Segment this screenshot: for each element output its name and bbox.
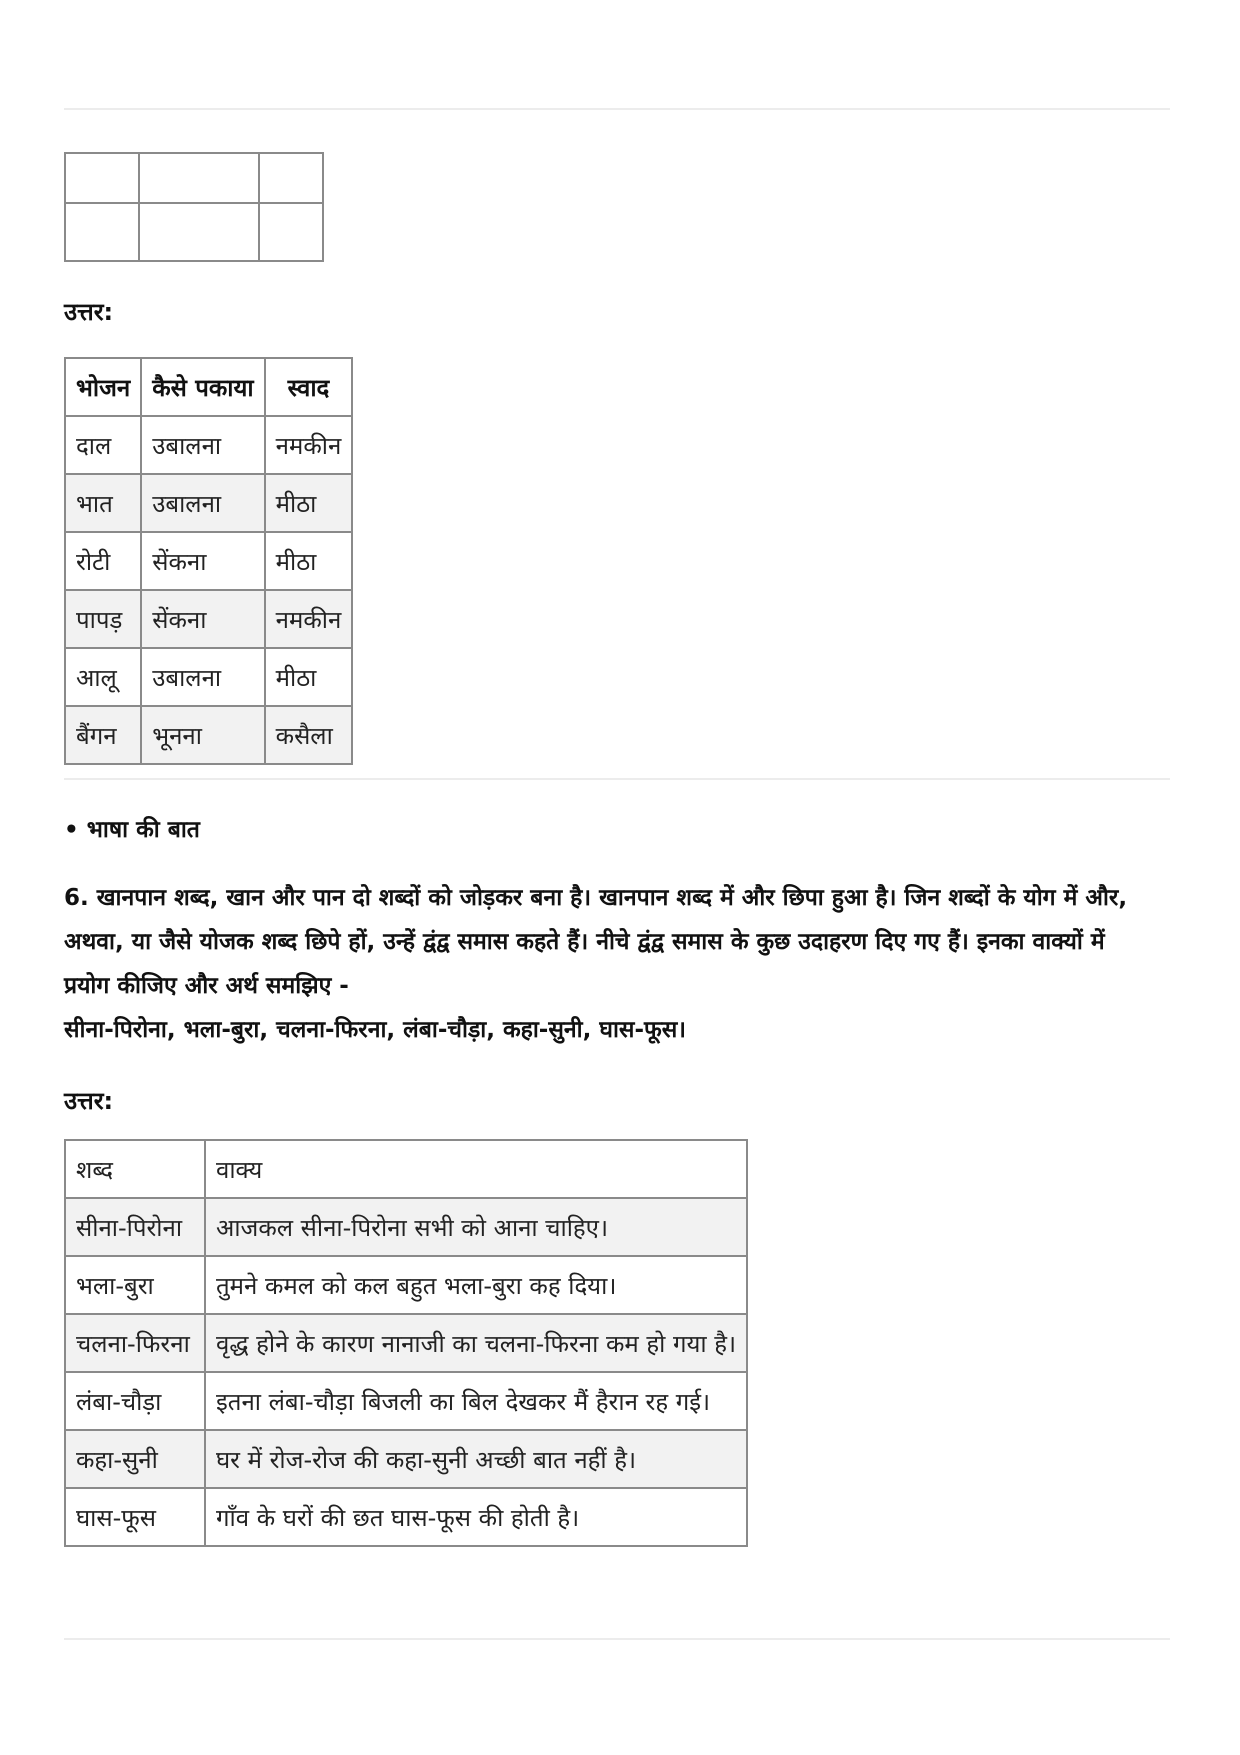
question-line: सीना-पिरोना, भला-बुरा, चलना-फिरना, लंबा-चौड़ा, कहा-सुनी, घास-फूस।	[64, 1017, 686, 1043]
table-cell: उबालना	[141, 416, 264, 474]
header-cell: शब्द	[65, 1140, 205, 1198]
table-cell: तुमने कमल को कल बहुत भला-बुरा कह दिया।	[205, 1256, 747, 1314]
table-cell: वृद्ध होने के कारण नानाजी का चलना-फिरना कम हो गया है।	[205, 1314, 747, 1372]
table-cell: घास-फूस	[65, 1488, 205, 1546]
table-cell: नमकीन	[265, 416, 353, 474]
sentence-table	[64, 1139, 748, 1547]
table-cell: नमकीन	[265, 590, 353, 648]
table-cell: रोटी	[65, 532, 141, 590]
table-cell	[259, 203, 323, 261]
table-row	[65, 1372, 747, 1430]
table-cell: मीठा	[265, 474, 353, 532]
table-cell: आलू	[65, 648, 141, 706]
table-cell	[259, 153, 323, 203]
table-row	[65, 1488, 747, 1546]
table-row	[65, 1314, 747, 1372]
bottom-divider	[64, 1638, 1170, 1640]
table-row	[65, 532, 352, 590]
table-cell: चलना-फिरना	[65, 1314, 205, 1372]
table-cell: गाँव के घरों की छत घास-फूस की होती है।	[205, 1488, 747, 1546]
table-row	[65, 590, 352, 648]
question-line: 6. खानपान शब्द, खान और पान दो शब्दों को जोड़कर बना है। खानपान शब्द में और छिपा हुआ है। जिन शब्दों के योग में और,	[64, 885, 1128, 911]
section-heading: • भाषा की बात	[64, 817, 200, 843]
table-header-row	[65, 358, 352, 416]
table-row	[65, 1198, 747, 1256]
table-cell: पापड़	[65, 590, 141, 648]
table-cell: भूनना	[141, 706, 264, 764]
answer-label: उत्तर:	[64, 1087, 114, 1115]
table-cell	[139, 153, 259, 203]
table-cell: दाल	[65, 416, 141, 474]
question-line: प्रयोग कीजिए और अर्थ समझिए -	[64, 973, 349, 999]
table-cell: भला-बुरा	[65, 1256, 205, 1314]
table-row	[65, 1430, 747, 1488]
table-cell: बैंगन	[65, 706, 141, 764]
table-cell: कहा-सुनी	[65, 1430, 205, 1488]
table-row	[65, 1256, 747, 1314]
table-cell: इतना लंबा-चौड़ा बिजली का बिल देखकर मैं हैरान रह गई।	[205, 1372, 747, 1430]
table-cell: आजकल सीना-पिरोना सभी को आना चाहिए।	[205, 1198, 747, 1256]
section-divider	[64, 778, 1170, 780]
top-divider	[64, 108, 1170, 110]
table-cell: सेंकना	[141, 532, 264, 590]
table-row	[65, 153, 323, 203]
table-header-row	[65, 1140, 747, 1198]
table-cell: कसैला	[265, 706, 353, 764]
table-cell: मीठा	[265, 532, 353, 590]
table-cell	[139, 203, 259, 261]
header-cell: भोजन	[65, 358, 141, 416]
table-row	[65, 648, 352, 706]
table-row	[65, 474, 352, 532]
answer-label: उत्तर:	[64, 298, 114, 326]
table-cell	[65, 203, 139, 261]
table-cell: लंबा-चौड़ा	[65, 1372, 205, 1430]
header-cell: स्वाद	[265, 358, 353, 416]
header-cell: वाक्य	[205, 1140, 747, 1198]
table-cell: सेंकना	[141, 590, 264, 648]
table-row	[65, 203, 323, 261]
table-cell: उबालना	[141, 648, 264, 706]
header-cell: कैसे पकाया	[141, 358, 264, 416]
table-cell: मीठा	[265, 648, 353, 706]
question-line: अथवा, या जैसे योजक शब्द छिपे हों, उन्हें द्वंद्व समास कहते हैं। नीचे द्वंद्व समास के कुछ उदाहरण दिए गए हैं। इनका वाक्यों में	[64, 929, 1105, 955]
empty-table-fragment	[64, 152, 324, 262]
table-cell: उबालना	[141, 474, 264, 532]
table-cell	[65, 153, 139, 203]
table-cell: सीना-पिरोना	[65, 1198, 205, 1256]
food-table	[64, 357, 353, 765]
question-text	[64, 876, 1174, 1052]
table-cell: भात	[65, 474, 141, 532]
table-row	[65, 416, 352, 474]
table-cell: घर में रोज-रोज की कहा-सुनी अच्छी बात नहीं है।	[205, 1430, 747, 1488]
table-row	[65, 706, 352, 764]
